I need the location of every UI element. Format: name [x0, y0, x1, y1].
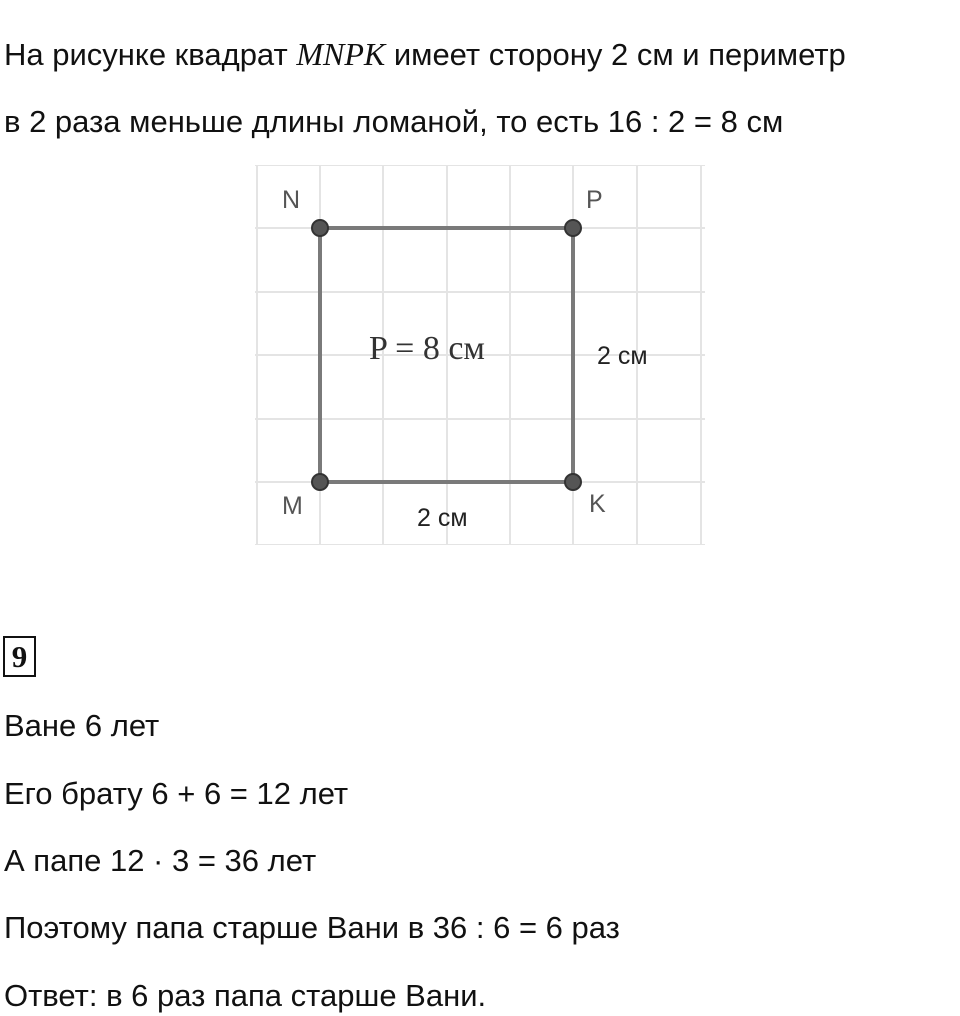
point-m	[312, 474, 328, 490]
square-figure	[255, 165, 705, 545]
square-diagram	[255, 165, 705, 545]
side-length-right: 2 см	[597, 342, 648, 370]
vertex-label-m: M	[282, 492, 303, 520]
point-k	[565, 474, 581, 490]
vertex-label-n: N	[282, 186, 301, 214]
solution-line-2: Его брату 6 + 6 = 12 лет	[4, 776, 349, 811]
vertex-label-p: P	[586, 186, 603, 214]
solution-line-3: А папе 12 · 3 = 36 лет	[4, 843, 317, 878]
solution-line-1: Ване 6 лет	[4, 708, 160, 743]
side-length-bottom: 2 см	[417, 504, 468, 532]
vertex-label-k: K	[589, 490, 606, 518]
point-p	[565, 220, 581, 236]
task-number: 9	[3, 636, 36, 677]
perimeter-label: P = 8 см	[369, 330, 485, 367]
intro-text-before: На рисунке квадрат	[4, 37, 297, 72]
answer-line: Ответ: в 6 раз папа старше Вани.	[4, 978, 487, 1013]
intro-line-2: в 2 раза меньше длины ломаной, то есть 16 : 2 = 8 см	[4, 104, 784, 139]
point-n	[312, 220, 328, 236]
solution-line-4: Поэтому папа старше Вани в 36 : 6 = 6 раз	[4, 910, 620, 945]
intro-line-1	[4, 34, 846, 75]
square-name-math: MNPK	[296, 36, 386, 72]
intro-text-after: имеет сторону 2 см и периметр	[385, 37, 846, 72]
